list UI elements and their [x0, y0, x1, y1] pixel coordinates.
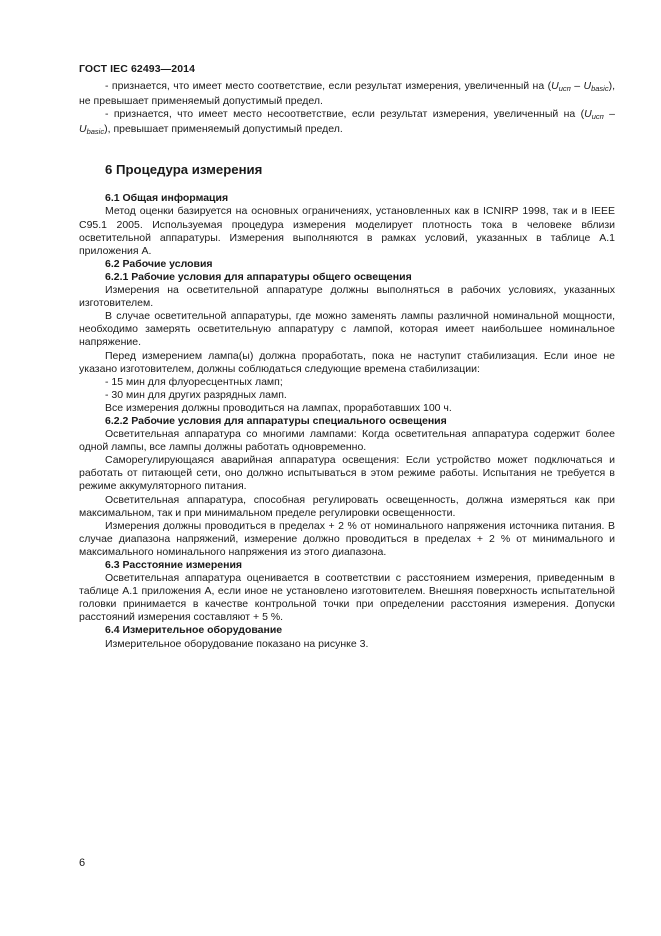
- section-6-heading: 6 Процедура измерения: [105, 162, 263, 178]
- section-6-2-1-paragraph-4: Все измерения должны проводиться на лампах, проработавших 100 ч.: [105, 401, 452, 414]
- section-6-3-heading: 6.3 Расстояние измерения: [105, 559, 243, 571]
- document-code-header: ГОСТ IEC 62493—2014: [79, 63, 196, 75]
- section-6-4-paragraph: Измерительное оборудование показано на рисунке 3.: [105, 637, 369, 650]
- section-6-2-1-paragraph-1: Измерения на осветительной аппаратуре должны выполняться в рабочих условиях, указанных изготовителем.: [79, 284, 615, 310]
- section-6-3-paragraph: Осветительная аппаратура оценивается в соответствии с расстоянием измерения, приведенным в таблице А.1 приложения А, если иное не установлено изготовителем. Внешняя поверхность испытательной головки принимается в качестве контрольной точки при определении расстояния измерения. Допуски расстояний измерения составляют + 5 %.: [79, 572, 615, 624]
- stabilization-list-item: - 30 мин для других разрядных ламп.: [105, 388, 287, 401]
- section-6-2-heading: 6.2 Рабочие условия: [105, 257, 213, 270]
- intro-paragraph-nonconformity: - признается, что имеет место несоответствие, если результат измерения, увеличенный на $(U_{исп} - U_{basic})$, превышает применяемый допустимый предел.: [79, 108, 616, 137]
- section-6-2-1-heading: 6.2.1 Рабочие условия для аппаратуры общего освещения: [105, 270, 412, 283]
- section-6-2-2-paragraph-2: Саморегулирующаяся аварийная аппаратура освещения: Если устройство может подключаться и работать от питающей сети, оно должно испытываться в этом режиме работы. Испытания не требуется в режиме аккумуляторного питания.: [79, 454, 615, 493]
- section-6-2-2-paragraph-3: Осветительная аппаратура, способная регулировать освещенность, должна измеряться как при максимальном, так и при минимальном пределе регулировки освещенности.: [79, 493, 615, 519]
- page-number: 6: [79, 857, 86, 869]
- section-6-1-paragraph: Метод оценки базируется на основных ограничениях, установленных как в ICNIRP 1998, так и в IEEE C95.1 2005. Используемая процедура измерения моделирует плотность тока в человеке вблизи осветительной аппаратуры. Измерения выполняются в рамках условий, указанных в таблице А.1 приложения А.: [79, 205, 615, 257]
- section-6-4-heading: 6.4 Измерительное оборудование: [105, 624, 283, 637]
- section-6-2-2-paragraph-1: Осветительная аппаратура со многими лампами: Когда осветительная аппаратура содержит более одной лампы, все лампы должны работать одновременно.: [79, 428, 615, 454]
- section-6-2-2-heading: 6.2.2 Рабочие условия для аппаратуры специального освещения: [105, 414, 447, 427]
- section-6-2-2-paragraph-4: Измерения должны проводиться в пределах + 2 % от номинального напряжения источника питания. В случае диапазона напряжений, измерение должно проводиться в пределах + 2 % от минимального и максимального номинального напряжения из этого диапазона.: [79, 519, 615, 558]
- stabilization-list-item: - 15 мин для флуоресцентных ламп;: [105, 375, 283, 388]
- section-6-2-1-paragraph-3: Перед измерением лампа(ы) должна проработать, пока не наступит стабилизация. Если иное не указано изготовителем, должны соблюдаться следующие времена стабилизации:: [79, 349, 615, 375]
- page-content: [79, 80, 615, 651]
- intro-paragraph-conformity: - признается, что имеет место соответствие, если результат измерения, увеличенный на $(U_{исп} - U_{basic})$, не превышает применяемый допустимый предел.: [79, 80, 615, 108]
- section-6-2-1-paragraph-2: В случае осветительной аппаратуры, где можно заменять лампы различной номинальной мощности, необходимо замерять осветительную аппаратуру с лампой, которая имеет наибольшее номинальное напряжение.: [79, 310, 615, 349]
- section-6-1-heading: 6.1 Общая информация: [105, 192, 229, 205]
